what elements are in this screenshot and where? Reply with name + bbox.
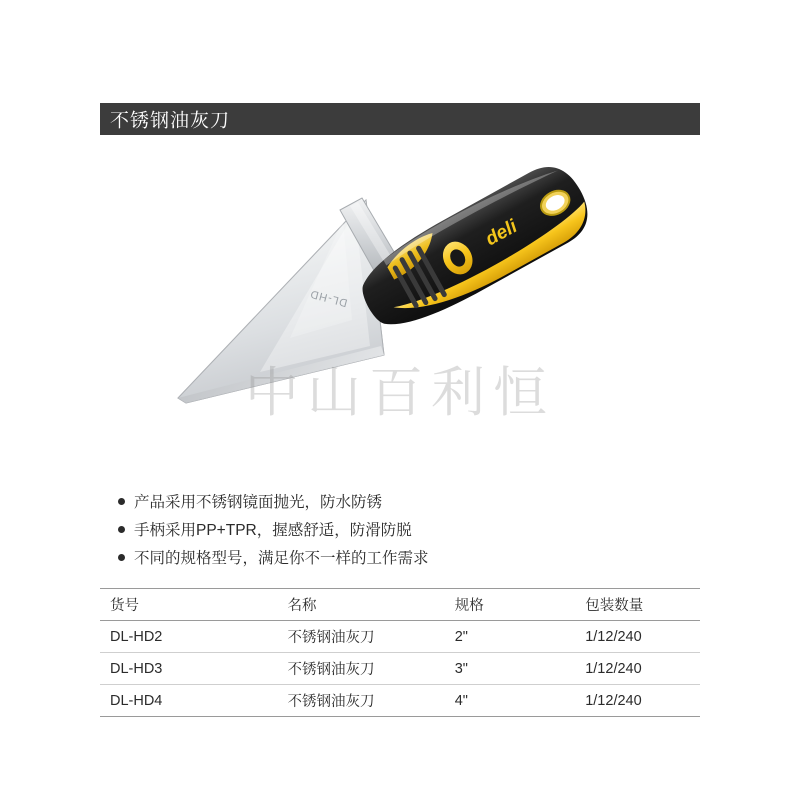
page-title-bar [100, 103, 700, 135]
cell-name: 不锈钢油灰刀 [278, 621, 445, 653]
page-title: 不锈钢油灰刀 [110, 110, 231, 132]
putty-knife-illustration [100, 150, 700, 480]
bullet-icon [118, 554, 125, 561]
cell-pack: 1/12/240 [575, 685, 700, 717]
brand-label: deli [482, 216, 521, 251]
cell-code: DL-HD4 [100, 685, 278, 717]
cell-spec: 2" [445, 621, 575, 653]
cell-spec: 4" [445, 685, 575, 717]
bullet-icon [118, 498, 125, 505]
feature-text: 手柄采用PP+TPR，握感舒适，防滑防脱 [134, 522, 412, 539]
column-header-pack: 包装数量 [575, 589, 700, 621]
table-row [100, 621, 700, 653]
table-header-row [100, 589, 700, 621]
list-item [118, 515, 678, 543]
column-header-name: 名称 [278, 589, 445, 621]
bullet-icon [118, 526, 125, 533]
column-header-code: 货号 [100, 589, 278, 621]
feature-text: 不同的规格型号，满足你不一样的工作需求 [134, 550, 429, 567]
cell-pack: 1/12/240 [575, 621, 700, 653]
table-row [100, 653, 700, 685]
list-item [118, 487, 678, 515]
feature-list [118, 487, 678, 571]
blade-label: DL-HD [308, 287, 349, 309]
cell-name: 不锈钢油灰刀 [278, 685, 445, 717]
list-item [118, 543, 678, 571]
watermark: 中山百利恒 [245, 361, 555, 424]
column-header-spec: 规格 [445, 589, 575, 621]
cell-pack: 1/12/240 [575, 653, 700, 685]
spec-table [100, 588, 700, 717]
cell-code: DL-HD2 [100, 621, 278, 653]
product-image [100, 150, 700, 480]
cell-name: 不锈钢油灰刀 [278, 653, 445, 685]
cell-code: DL-HD3 [100, 653, 278, 685]
cell-spec: 3" [445, 653, 575, 685]
feature-text: 产品采用不锈钢镜面抛光，防水防锈 [134, 494, 383, 511]
table-row [100, 685, 700, 717]
